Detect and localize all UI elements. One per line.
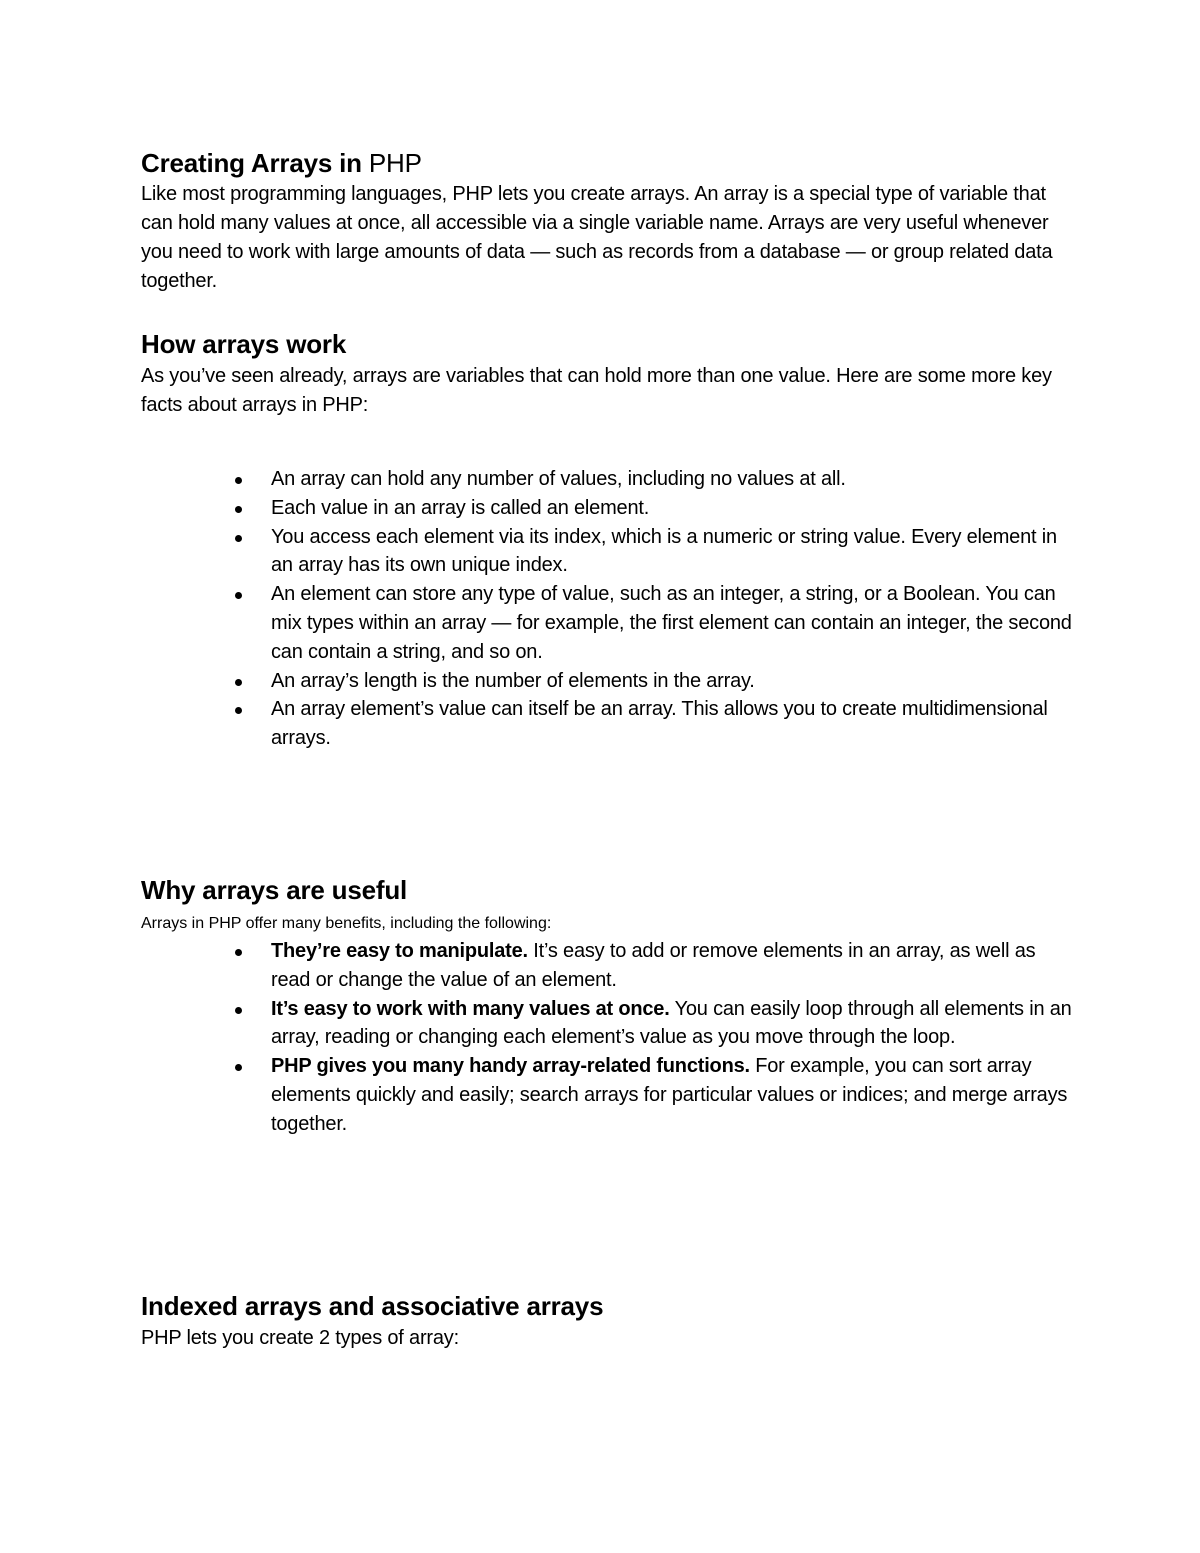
list-item: You access each element via its index, which is a numeric or string value. Every element in an array has its own unique index.: [232, 523, 1072, 581]
bullet-dot-icon: [235, 949, 242, 956]
bullet-dot-icon: [235, 1007, 242, 1014]
list-item: An element can store any type of value, such as an integer, a string, or a Boolean. You can mix types within an array — for example, the first element can contain an integer, the second can contain a string, and so on.: [232, 580, 1072, 666]
bullet-dot-icon: [235, 535, 242, 542]
indexed-associative-intro: PHP lets you create 2 types of array:: [141, 1327, 459, 1349]
heading-why-arrays-useful: Why arrays are useful: [141, 875, 408, 905]
heading-creating-arrays-bold: Creating Arrays in: [141, 148, 362, 178]
list-item: An array’s length is the number of elements in the array.: [232, 667, 1072, 696]
bullet-dot-icon: [235, 707, 242, 714]
key-facts-list: [232, 465, 1072, 753]
bullet-dot-icon: [235, 1064, 242, 1071]
why-arrays-useful-intro: Arrays in PHP offer many benefits, including the following:: [141, 915, 552, 932]
list-item: PHP gives you many handy array-related functions. For example, you can sort array elements quickly and easily; search arrays for particular values or indices; and merge arrays together.: [232, 1052, 1072, 1138]
list-item: It’s easy to work with many values at once. You can easily loop through all elements in an array, reading or changing each element’s value as you move through the loop.: [232, 995, 1072, 1053]
heading-creating-arrays-tail: PHP: [361, 148, 422, 178]
how-arrays-work-intro: As you’ve seen already, arrays are variables that can hold more than one value. Here are some more key facts about arrays in PHP:: [141, 365, 1052, 416]
benefit-title: It’s easy to work with many values at once.: [271, 997, 670, 1020]
bullet-dot-icon: [235, 506, 242, 513]
list-item: They’re easy to manipulate. It’s easy to add or remove elements in an array, as well as read or change the value of an element.: [232, 937, 1072, 995]
bullet-dot-icon: [235, 477, 242, 484]
bullet-dot-icon: [235, 592, 242, 599]
benefit-title: PHP gives you many handy array-related functions.: [271, 1055, 750, 1078]
bullet-dot-icon: [235, 679, 242, 686]
intro-paragraph: Like most programming languages, PHP lets you create arrays. An array is a special type of variable that can hold many values at once, all accessible via a single variable name. Arrays are very useful whenever you need to work with large amounts of data — such as records from a database — or group related data together.: [141, 183, 1053, 292]
list-item: An array element’s value can itself be an array. This allows you to create multidimensional arrays.: [232, 695, 1072, 753]
benefits-list: [232, 937, 1072, 1139]
benefit-title: They’re easy to manipulate.: [271, 940, 528, 962]
list-item: An array can hold any number of values, including no values at all.: [232, 465, 1072, 494]
heading-creating-arrays: [141, 147, 422, 179]
list-item: Each value in an array is called an element.: [232, 494, 1072, 523]
heading-how-arrays-work: How arrays work: [141, 329, 347, 359]
heading-indexed-associative: Indexed arrays and associative arrays: [141, 1291, 604, 1321]
